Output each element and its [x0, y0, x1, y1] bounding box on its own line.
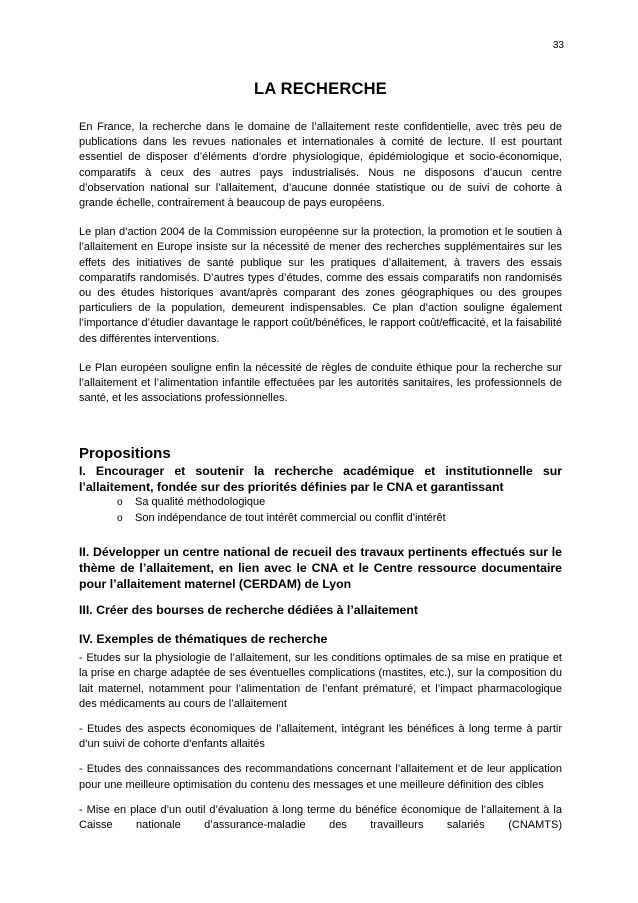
- section-1: [79, 463, 562, 526]
- bullet-marker-icon: o: [117, 497, 123, 509]
- section-2-heading: II. Développer un centre national de recueil des travaux pertinents effectués sur le thème de l’allaitement, en lien avec le CNA et le Centre ressource documentaire pour l’allaitement maternel (CERDAM) de Lyon: [79, 545, 562, 592]
- page-number: 33: [552, 40, 564, 51]
- section-3: [79, 602, 562, 618]
- section-2: [79, 544, 562, 592]
- research-theme-item: - Mise en place d’un outil d’évaluation à long terme du bénéfice économique de l’allaitement à la Caisse nationale d’assurance-maladie des travailleurs salariés (CNAMTS): [79, 803, 562, 832]
- section-1-heading: I. Encourager et soutenir la recherche académique et institutionnelle sur l’allaitement, fondée sur des priorités définies par le CNA et garantissant: [79, 464, 562, 495]
- list-item: [117, 511, 562, 526]
- list-item-text: Son indépendance de tout intérêt commercial ou conflit d’intérêt: [135, 511, 446, 524]
- intro-paragraph-1: En France, la recherche dans le domaine de l’allaitement reste confidentielle, avec très peu de publications dans les revues nationales et internationales à comité de lecture. Il est pourtant essentiel de disposer d’éléments d’ordre physiologique, épidémiologique et socio-économique, comparatifs à ceux des autres pays industrialisés. Nous ne disposons d’aucun centre d’observation national sur l’allaitement, d’aucune donnée statistique ou de suivi de cohorte à grande échelle, contrairement à beaucoup de pays européens.: [79, 121, 562, 210]
- research-theme-item: - Etudes des connaissances des recommandations concernant l’allaitement et de leur application pour une meilleure optimisation du contenu des messages et une meilleure définition des cibles: [79, 763, 562, 791]
- section-1-bullet-list: [79, 495, 562, 526]
- page-title: LA RECHERCHE: [254, 80, 387, 98]
- section-3-heading: III. Créer des bourses de recherche dédiées à l’allaitement: [79, 603, 418, 618]
- section-4: [79, 631, 562, 833]
- research-theme-item: - Etudes des aspects économiques de l’allaitement, intégrant les bénéfices à long terme à partir d’un suivi de cohorte d’enfants allaités: [79, 723, 562, 751]
- list-item-text: Sa qualité méthodologique: [135, 496, 266, 509]
- research-theme-item: - Etudes sur la physiologie de l’allaitement, sur les conditions optimales de sa mise en pratique et la prise en charge adaptée de ses éventuelles complications (mastites, etc.), sur la composition du lait maternel, notamment pour l’alimentation de l’enfant prématuré, et l’impact pharmacologique des médicaments au cours de l’allaitement: [79, 652, 562, 710]
- intro-paragraph-2: Le plan d’action 2004 de la Commission européenne sur la protection, la promotion et le soutien à l’allaitement en Europe insiste sur la nécessité de mener des recherches supplémentaires sur les effets des initiatives de santé publique sur les pratiques d’allaitement, à travers des essais comparatifs randomisés. D’autres types d’études, comme des essais comparatifs non randomisés ou des études historiques avant/après comparant des zones géographiques ou des groupes particuliers de la population, demeurent indispensables. Ce plan d’action souligne également l’importance d’étudier davantage le rapport coût/bénéfices, le rapport coût/efficacité, et la faisabilité des différentes interventions.: [79, 226, 562, 345]
- page-content: [79, 80, 562, 843]
- list-item: [117, 495, 562, 510]
- section-4-heading: IV. Exemples de thématiques de recherche: [79, 632, 328, 647]
- intro-paragraph-3: Le Plan européen souligne enfin la nécessité de règles de conduite éthique pour la recherche sur l’allaitement et l’alimentation infantile effectuées par les autorités sanitaires, les professionnels de santé, et les associations professionnelles.: [79, 361, 562, 405]
- propositions-heading: Propositions: [79, 445, 171, 463]
- bullet-marker-icon: o: [117, 512, 123, 524]
